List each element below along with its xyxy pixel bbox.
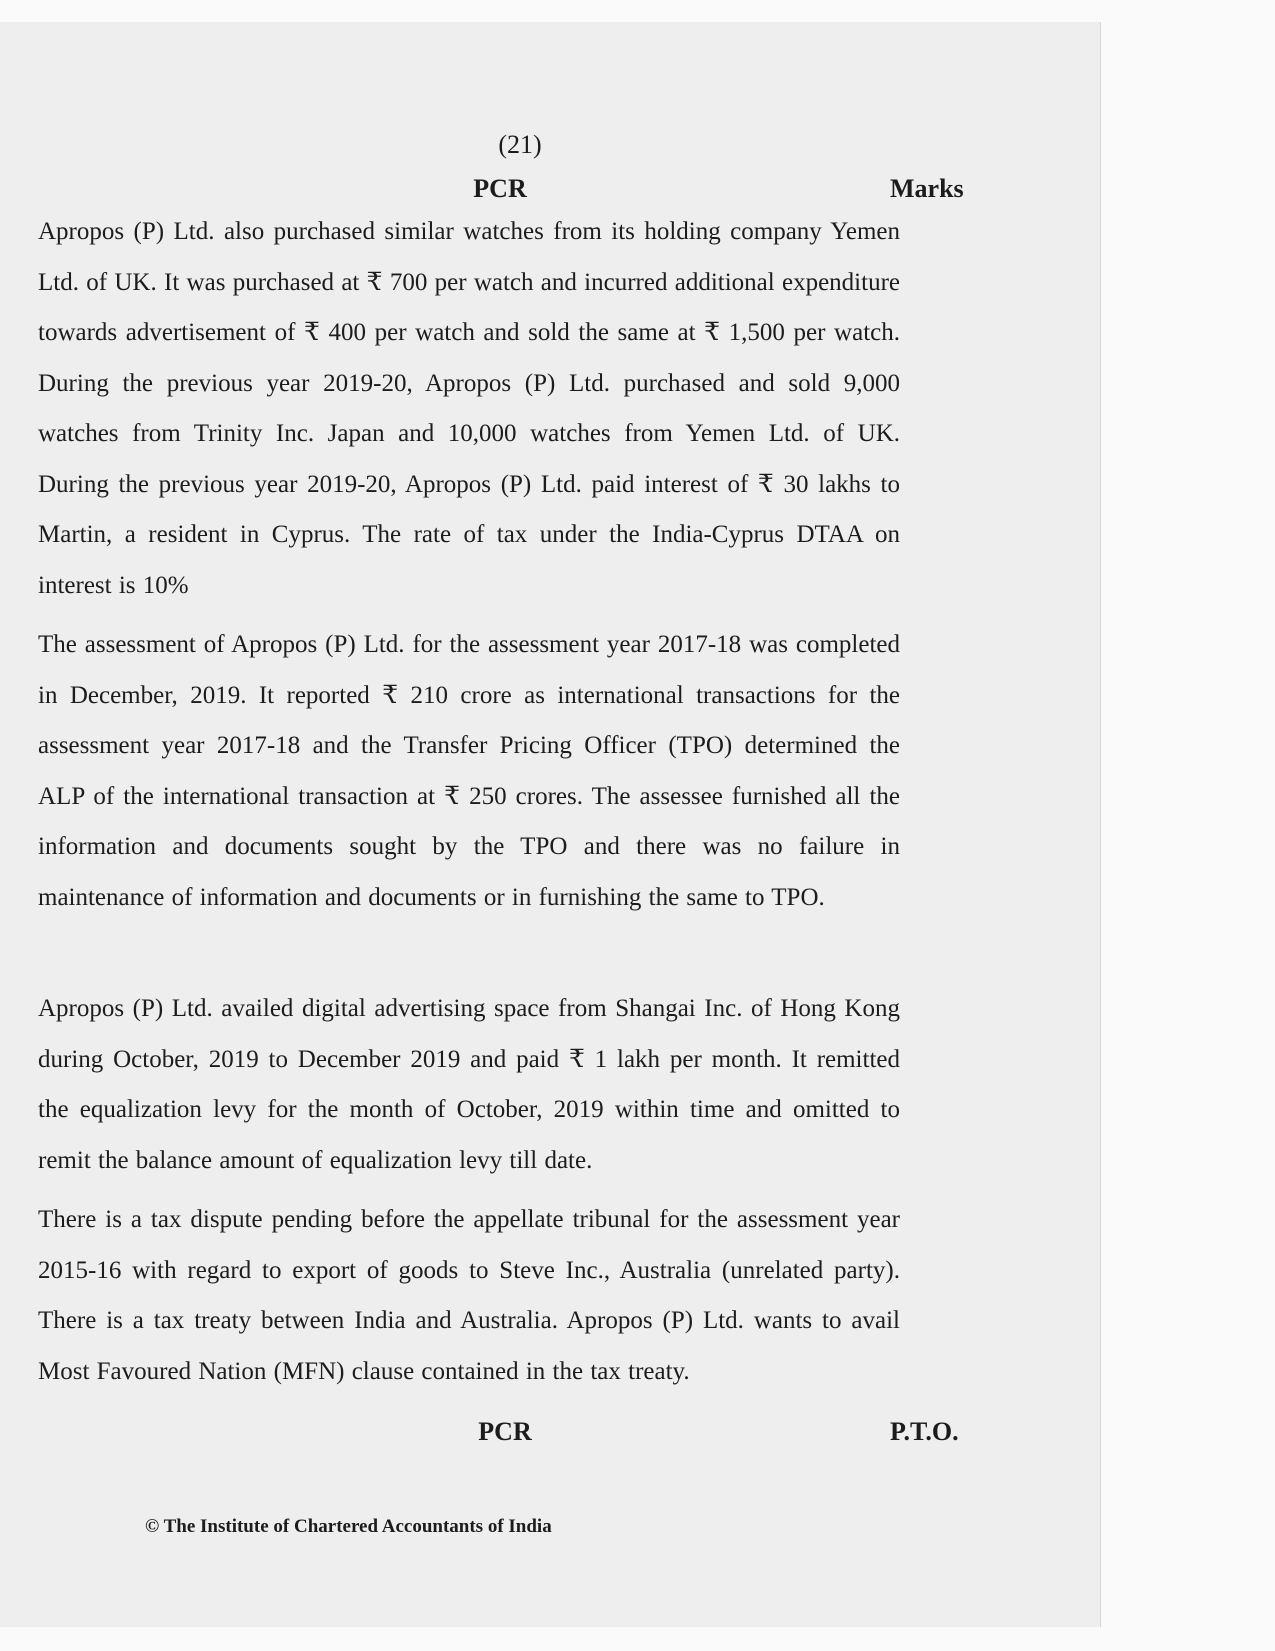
page-number: (21) <box>498 130 542 159</box>
paper-code-header: PCR <box>473 174 527 203</box>
paper-code-footer: PCR <box>478 1417 532 1446</box>
paragraph-assessment-alp: The assessment of Apropos (P) Ltd. for the assessment year 2017-18 was completed in December, 2019. It reported ₹ 210 crore as international transactions for the assessment year 2017-18 and the Transfer Pricing Officer (TPO) determined the ALP of the international transaction at ₹ 250 crores. The assessee furnished all the information and documents sought by the TPO and there was no failure in maintenance of information and documents or in furnishing the same to TPO. <box>38 631 900 911</box>
paragraph-watch-purchases: Apropos (P) Ltd. also purchased similar watches from its holding company Yemen Ltd. of UK. It was purchased at ₹ 700 per watch and incurred additional expenditure towards advertisement of ₹ 400 per watch and sold the same at ₹ 1,500 per watch. During the previous year 2019-20, Apropos (P) Ltd. purchased and sold 9,000 watches from Trinity Inc. Japan and 10,000 watches from Yemen Ltd. of UK. During the previous year 2019-20, Apropos (P) Ltd. paid interest of ₹ 30 lakhs to Martin, a resident in Cyprus. The rate of tax under the India-Cyprus DTAA on interest is 10% <box>38 218 900 599</box>
question-paper-page <box>0 22 1100 1627</box>
paragraph-tax-dispute-mfn: There is a tax dispute pending before the appellate tribunal for the assessment year 2015-16 with regard to export of goods to Steve Inc., Australia (unrelated party). There is a tax treaty between India and Australia. Apropos (P) Ltd. wants to avail Most Favoured Nation (MFN) clause contained in the tax treaty. <box>38 1206 900 1385</box>
paragraph-equalization-levy: Apropos (P) Ltd. availed digital advertising space from Shangai Inc. of Hong Kong during October, 2019 to December 2019 and paid ₹ 1 lakh per month. It remitted the equalization levy for the month of October, 2019 within time and omitted to remit the balance amount of equalization levy till date. <box>38 995 900 1174</box>
copyright-notice: © The Institute of Chartered Accountants of India <box>145 1516 552 1537</box>
marks-column-heading: Marks <box>890 174 964 203</box>
please-turn-over: P.T.O. <box>890 1417 959 1446</box>
